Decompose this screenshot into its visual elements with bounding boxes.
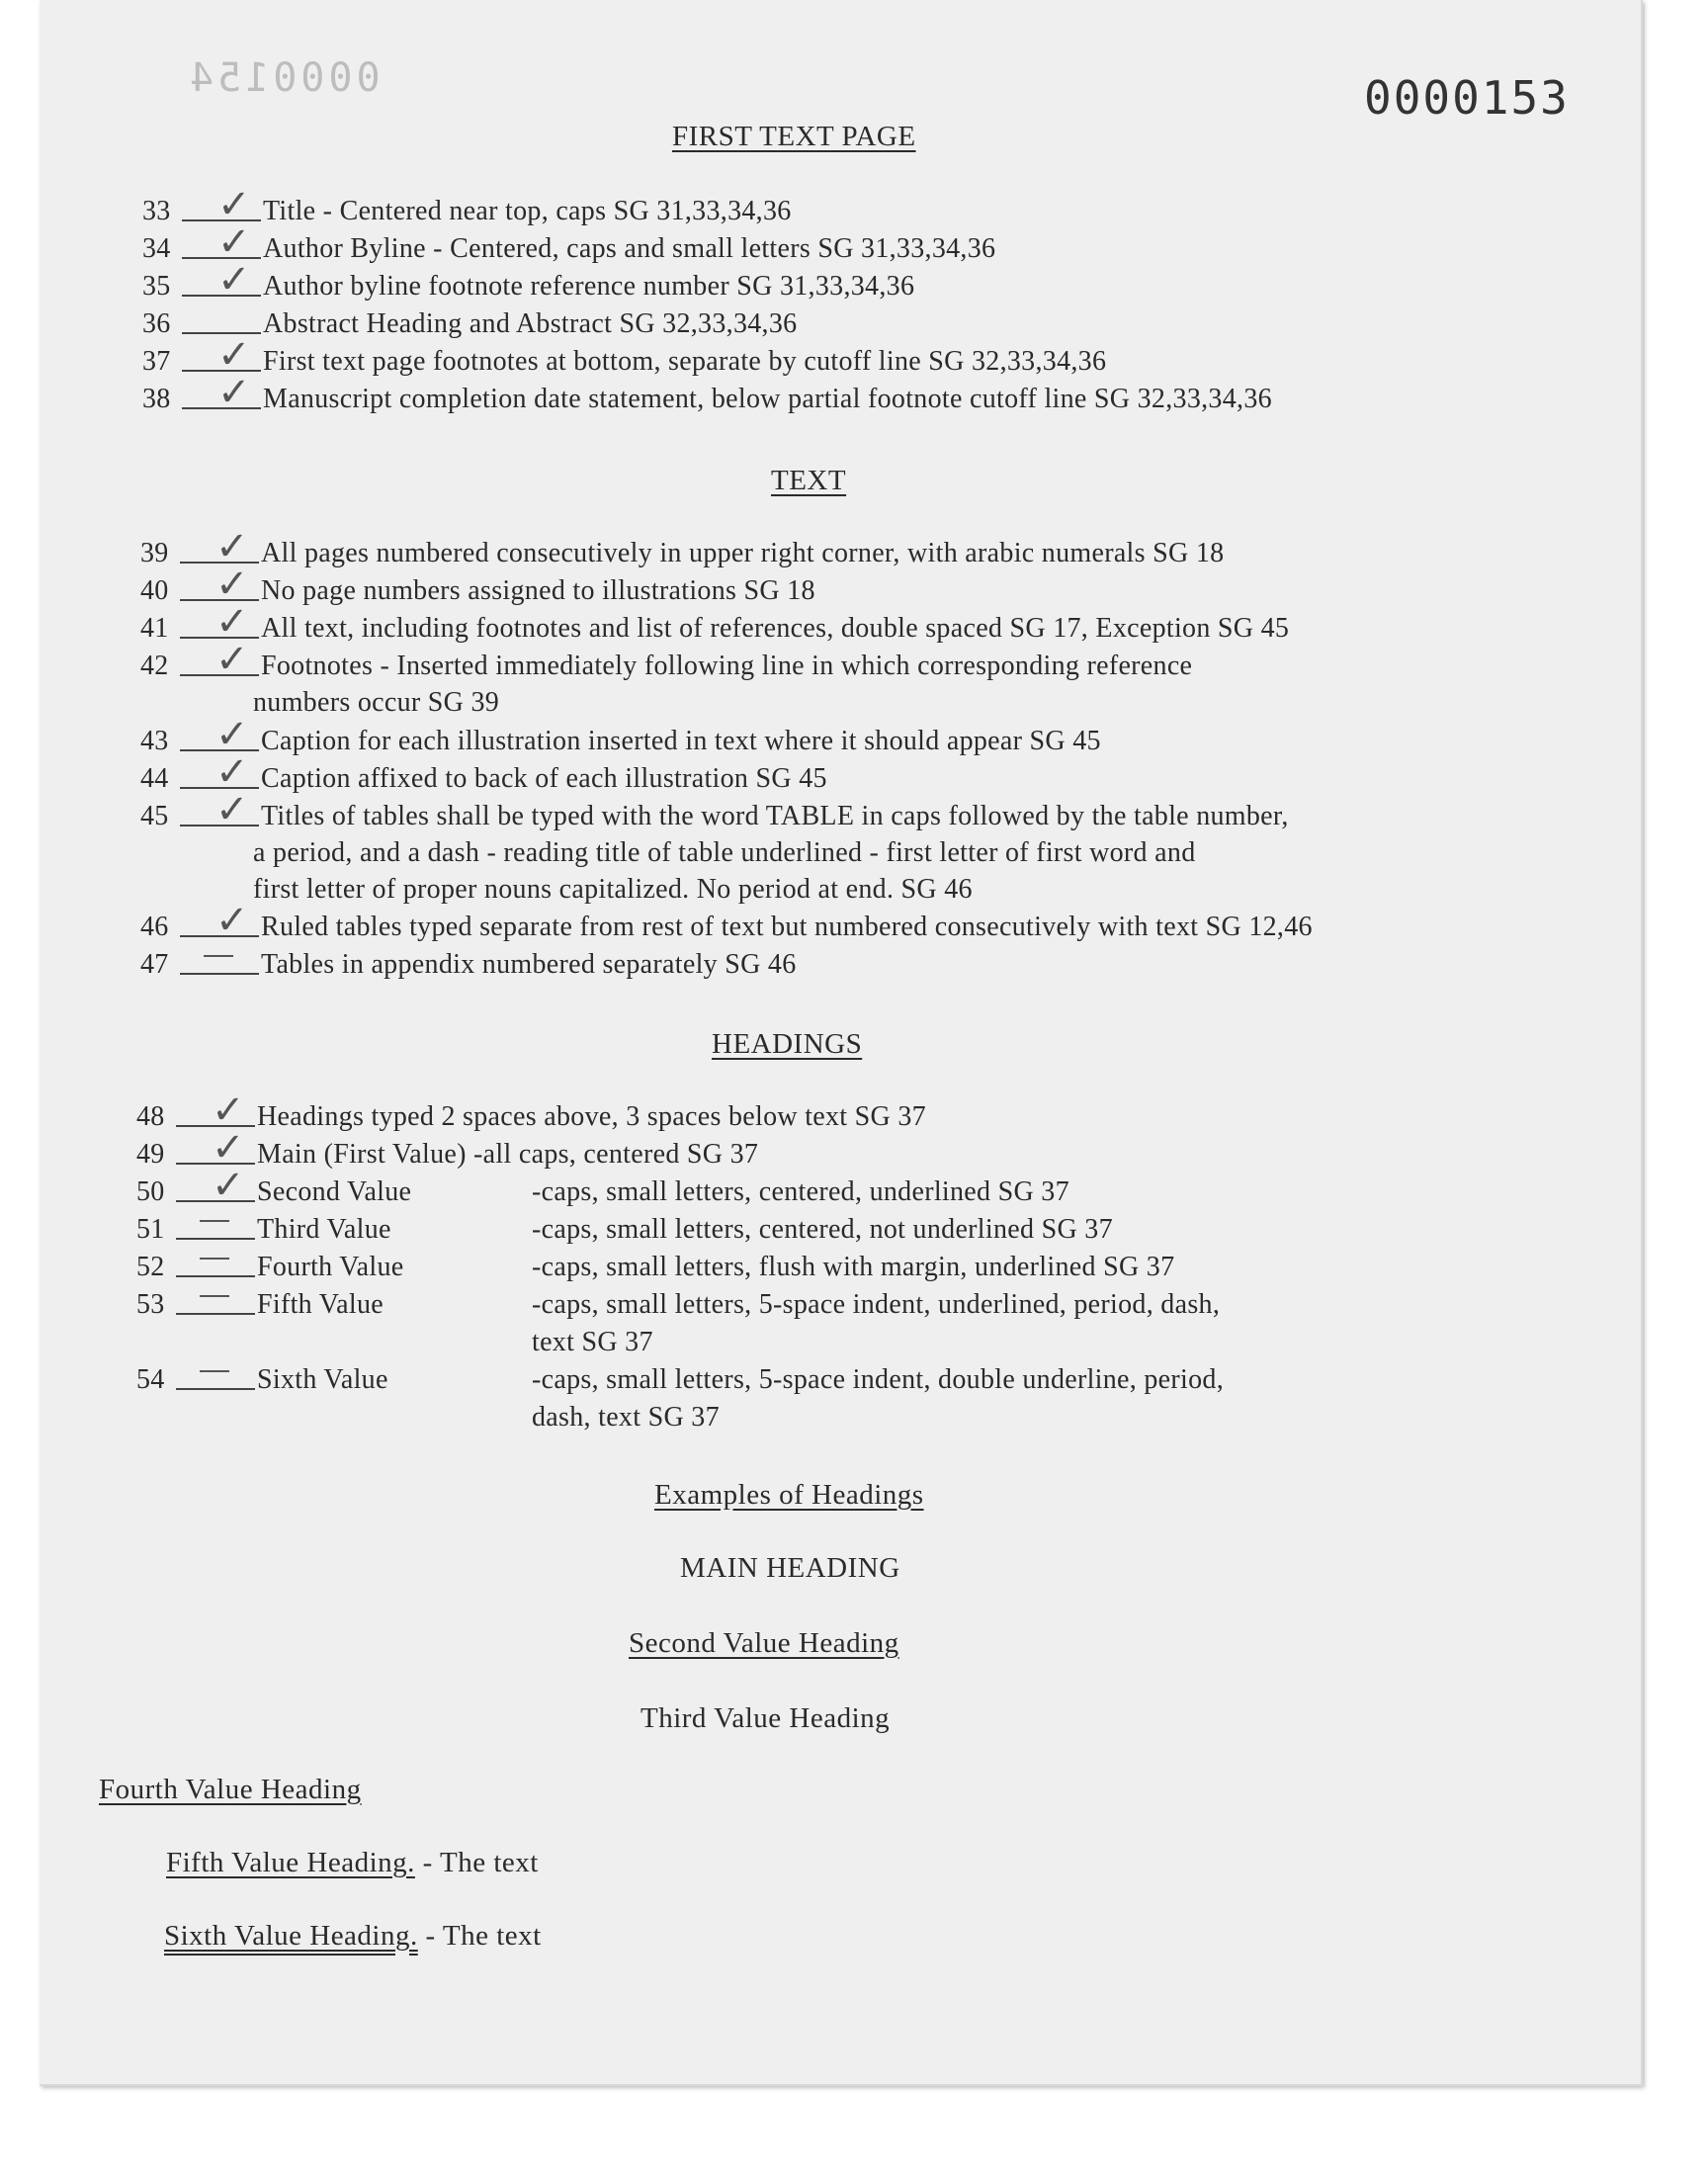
item-continuation: text SG 37 bbox=[532, 1327, 653, 1357]
item-text: Abstract Heading and Abstract SG 32,33,34,36 bbox=[263, 308, 798, 339]
checklist-item bbox=[142, 257, 1665, 306]
item-description: -caps, small letters, 5-space indent, underlined, period, dash, bbox=[532, 1289, 1221, 1320]
checklist-item bbox=[136, 1364, 1659, 1400]
check-mark-icon: ✓ bbox=[212, 1163, 245, 1208]
section-heading-headings: HEADINGS bbox=[712, 1028, 863, 1060]
fifth-heading-rest: - The text bbox=[414, 1847, 539, 1878]
item-text: Author Byline - Centered, caps and small letters SG 31,33,34,36 bbox=[263, 233, 996, 264]
item-description: -caps, small letters, flush with margin, underlined SG 37 bbox=[532, 1252, 1175, 1282]
item-number: 44 bbox=[140, 763, 169, 794]
sixth-heading-label: Sixth Value Heading. bbox=[164, 1920, 418, 1952]
document-page bbox=[40, 0, 1643, 2086]
item-text: Fifth Value bbox=[257, 1289, 384, 1320]
check-mark-icon: ✓ bbox=[217, 219, 251, 265]
check-mark-icon: ✓ bbox=[215, 898, 249, 943]
item-text: Second Value bbox=[257, 1176, 412, 1207]
item-text: Ruled tables typed separate from rest of text but numbered consecutively with text SG 12,46 bbox=[261, 912, 1313, 942]
checklist-item bbox=[142, 332, 1665, 382]
item-number: 51 bbox=[136, 1214, 165, 1245]
item-text: No page numbers assigned to illustrations SG 18 bbox=[261, 575, 815, 606]
checklist-item bbox=[140, 524, 1663, 573]
item-text: Title - Centered near top, caps SG 31,33,34,36 bbox=[263, 196, 792, 226]
checklist-item bbox=[142, 308, 1665, 344]
checklist-item bbox=[136, 1214, 1659, 1250]
item-continuation: numbers occur SG 39 bbox=[253, 687, 500, 718]
check-mark-icon: ✓ bbox=[215, 787, 249, 832]
item-text: Sixth Value bbox=[257, 1364, 388, 1395]
blank-line bbox=[176, 1388, 255, 1390]
item-text: Footnotes - Inserted immediately following line in which corresponding reference bbox=[261, 651, 1193, 681]
example-fourth-value-heading: Fourth Value Heading bbox=[99, 1774, 362, 1805]
section-heading-text: TEXT bbox=[771, 465, 847, 496]
item-continuation: dash, text SG 37 bbox=[532, 1402, 720, 1433]
checklist-item bbox=[140, 787, 1663, 836]
check-mark-icon: ✓ bbox=[217, 257, 251, 303]
item-number: 52 bbox=[136, 1252, 165, 1282]
example-fifth-value-heading bbox=[166, 1847, 539, 1879]
checklist-item bbox=[142, 219, 1665, 269]
item-number: 48 bbox=[136, 1101, 165, 1132]
item-text: Fourth Value bbox=[257, 1252, 404, 1282]
item-number: 39 bbox=[140, 538, 169, 568]
checklist-item bbox=[140, 637, 1663, 686]
item-description: -caps, small letters, 5-space indent, double underline, period, bbox=[532, 1364, 1225, 1395]
item-continuation: first letter of proper nouns capitalized. No period at end. SG 46 bbox=[253, 874, 973, 905]
example-main-heading: MAIN HEADING bbox=[680, 1552, 900, 1584]
item-text: Tables in appendix numbered separately SG 46 bbox=[261, 949, 797, 980]
item-text: Third Value bbox=[257, 1214, 391, 1245]
item-text: Caption affixed to back of each illustration SG 45 bbox=[261, 763, 827, 794]
item-number: 42 bbox=[140, 651, 169, 681]
checklist-item bbox=[140, 749, 1663, 799]
check-mark-icon: ✓ bbox=[215, 599, 249, 645]
item-description: -caps, small letters, centered, underlined SG 37 bbox=[532, 1176, 1069, 1207]
blank-line bbox=[176, 1275, 255, 1277]
dash-mark-icon bbox=[204, 955, 233, 957]
item-number: 38 bbox=[142, 384, 171, 414]
blank-line bbox=[176, 1313, 255, 1315]
page-number: 0000153 bbox=[1364, 71, 1570, 125]
section-heading-first-text-page: FIRST TEXT PAGE bbox=[672, 121, 916, 152]
faded-stamp-number: 0000154 bbox=[186, 55, 381, 101]
item-number: 49 bbox=[136, 1139, 165, 1170]
checklist-item bbox=[136, 1252, 1659, 1287]
item-text: All text, including footnotes and list of references, double spaced SG 17, Exception SG 45 bbox=[261, 613, 1290, 644]
item-number: 33 bbox=[142, 196, 171, 226]
item-number: 54 bbox=[136, 1364, 165, 1395]
item-number: 35 bbox=[142, 271, 171, 302]
item-number: 36 bbox=[142, 308, 171, 339]
item-text: Author byline footnote reference number SG 31,33,34,36 bbox=[263, 271, 915, 302]
item-description: -caps, small letters, centered, not underlined SG 37 bbox=[532, 1214, 1113, 1245]
item-number: 43 bbox=[140, 726, 169, 756]
item-text: Caption for each illustration inserted in text where it should appear SG 45 bbox=[261, 726, 1101, 756]
check-mark-icon: ✓ bbox=[215, 637, 249, 682]
dash-mark-icon bbox=[200, 1258, 229, 1260]
example-third-value-heading: Third Value Heading bbox=[640, 1702, 891, 1734]
item-text: Titles of tables shall be typed with the word TABLE in caps followed by the table number, bbox=[261, 801, 1289, 831]
check-mark-icon: ✓ bbox=[212, 1125, 245, 1171]
dash-mark-icon bbox=[200, 1370, 229, 1372]
check-mark-icon: ✓ bbox=[215, 712, 249, 757]
check-mark-icon: ✓ bbox=[217, 332, 251, 378]
check-mark-icon: ✓ bbox=[215, 524, 249, 569]
item-text: All pages numbered consecutively in upper right corner, with arabic numerals SG 18 bbox=[261, 538, 1225, 568]
example-sixth-value-heading bbox=[164, 1920, 542, 1953]
item-number: 50 bbox=[136, 1176, 165, 1207]
checklist-item bbox=[136, 1163, 1659, 1212]
checklist-item bbox=[140, 949, 1663, 985]
item-text: Manuscript completion date statement, below partial footnote cutoff line SG 32,33,34,36 bbox=[263, 384, 1272, 414]
item-number: 46 bbox=[140, 912, 169, 942]
checklist-item bbox=[136, 1088, 1659, 1137]
item-number: 41 bbox=[140, 613, 169, 644]
dash-mark-icon bbox=[200, 1295, 229, 1297]
sixth-heading-rest: - The text bbox=[417, 1920, 542, 1952]
item-number: 45 bbox=[140, 801, 169, 831]
blank-line bbox=[176, 1238, 255, 1240]
item-continuation: a period, and a dash - reading title of table underlined - first letter of first word and bbox=[253, 837, 1196, 868]
checklist-item bbox=[140, 562, 1663, 611]
check-mark-icon: ✓ bbox=[215, 562, 249, 607]
item-number: 37 bbox=[142, 346, 171, 377]
item-number: 34 bbox=[142, 233, 171, 264]
item-number: 47 bbox=[140, 949, 169, 980]
checklist-item bbox=[142, 182, 1665, 231]
blank-line bbox=[180, 973, 259, 975]
item-number: 53 bbox=[136, 1289, 165, 1320]
check-mark-icon: ✓ bbox=[217, 370, 251, 415]
checklist-item bbox=[136, 1289, 1659, 1325]
fifth-heading-label: Fifth Value Heading. bbox=[166, 1847, 415, 1878]
check-mark-icon: ✓ bbox=[215, 749, 249, 795]
checklist-item bbox=[140, 898, 1663, 947]
checklist-item bbox=[140, 599, 1663, 649]
item-text: First text page footnotes at bottom, separate by cutoff line SG 32,33,34,36 bbox=[263, 346, 1107, 377]
examples-title: Examples of Headings bbox=[654, 1479, 924, 1511]
check-mark-icon: ✓ bbox=[217, 182, 251, 227]
check-mark-icon: ✓ bbox=[212, 1088, 245, 1133]
item-text: Headings typed 2 spaces above, 3 spaces below text SG 37 bbox=[257, 1101, 926, 1132]
item-number: 40 bbox=[140, 575, 169, 606]
dash-mark-icon bbox=[200, 1220, 229, 1222]
example-second-value-heading: Second Value Heading bbox=[629, 1627, 899, 1659]
item-text: Main (First Value) -all caps, centered SG 37 bbox=[257, 1139, 759, 1170]
checklist-item bbox=[142, 370, 1665, 419]
checklist-item bbox=[140, 712, 1663, 761]
checklist-item bbox=[136, 1125, 1659, 1174]
